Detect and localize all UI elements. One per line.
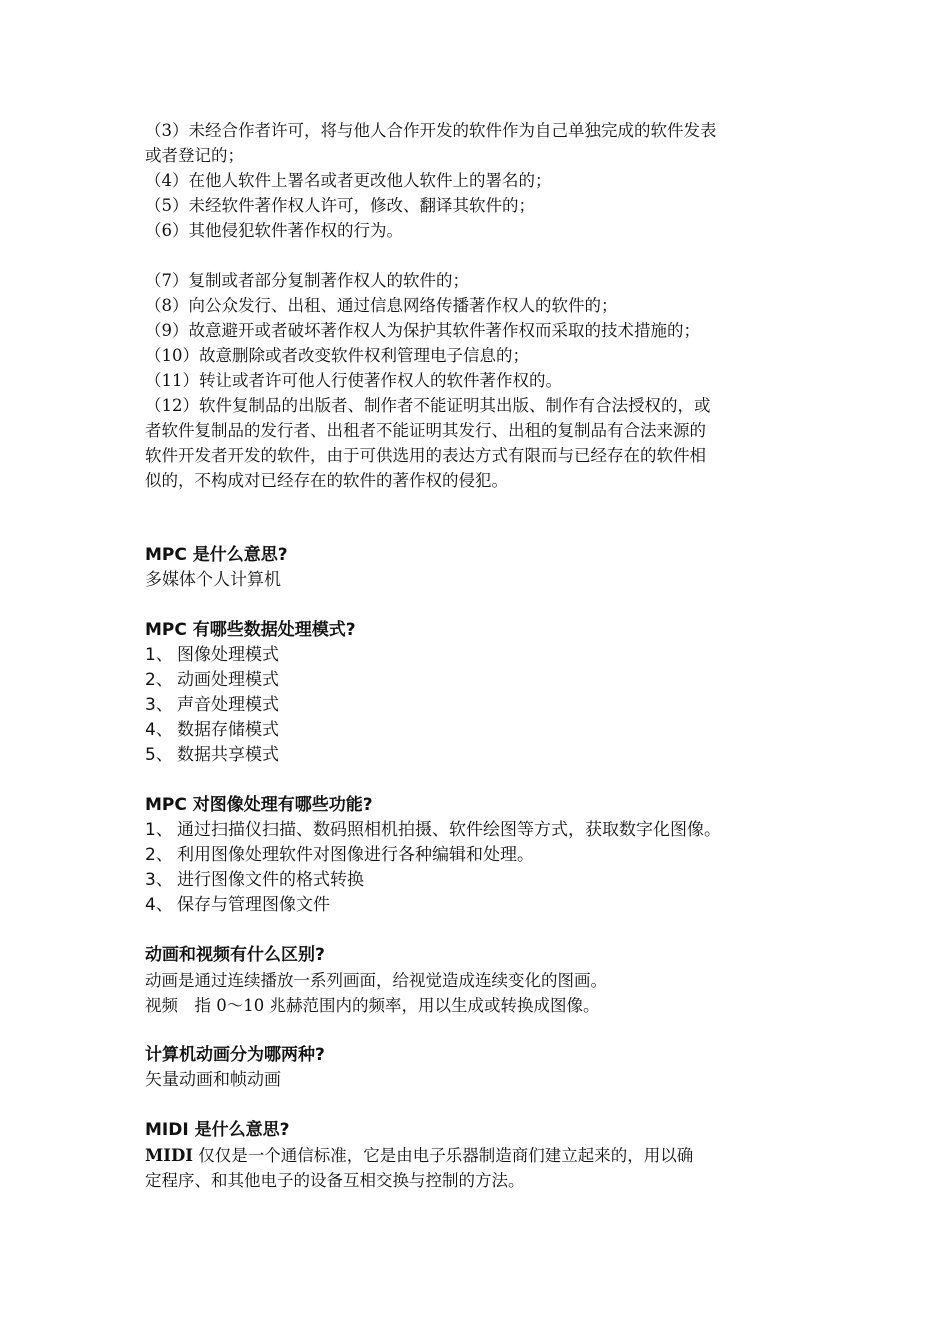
- text-line: （11）转让或者许可他人行使著作权人的软件著作权的。: [145, 371, 562, 390]
- list-item: [145, 693, 810, 718]
- question-heading: MPC 对图像处理有哪些功能?: [145, 795, 373, 815]
- spacer: [145, 493, 810, 543]
- list-item: [145, 843, 810, 868]
- text-line: （8）向公众发行、出租、通过信息网络传播著作权人的软件的；: [145, 296, 618, 315]
- list-item: [145, 893, 810, 918]
- text-line: （12）软件复制品的出版者、制作者不能证明其出版、制作有合法授权的，或: [145, 396, 711, 415]
- text-line: （6）其他侵犯软件著作权的行为。: [145, 221, 403, 240]
- qa-mpc-meaning: [145, 543, 810, 593]
- text-line: （10）故意删除或者改变软件权利管理电子信息的；: [145, 346, 529, 365]
- list-number: 5、: [145, 745, 173, 765]
- list-item: [145, 868, 810, 893]
- text-line: （5）未经软件著作权人许可，修改、翻译其软件的；: [145, 196, 535, 215]
- spacer: [145, 918, 810, 943]
- answer-block: [145, 968, 810, 1018]
- spacer: [145, 593, 810, 618]
- list-item: [145, 718, 810, 743]
- infringement-list-part1: [145, 118, 810, 243]
- text-line: 者软件复制品的发行者、出租者不能证明其发行、出租的复制品有合法来源的: [145, 421, 706, 440]
- question-heading: MPC 是什么意思?: [145, 545, 288, 565]
- qa-mpc-image: [145, 793, 810, 918]
- list-item: [145, 643, 810, 668]
- list-number: 1、: [145, 645, 173, 665]
- answer-line: 视频 指 0～10 兆赫范围内的频率，用以生成或转换成图像。: [145, 996, 600, 1015]
- question-heading: MPC 有哪些数据处理模式?: [145, 620, 356, 640]
- spacer: [145, 1018, 810, 1043]
- text-line: （7）复制或者部分复制著作权人的软件的；: [145, 271, 469, 290]
- answer-text: 多媒体个人计算机: [145, 570, 281, 590]
- list-text: 数据共享模式: [177, 745, 279, 765]
- document-page: [145, 118, 810, 1193]
- list-item: [145, 818, 810, 843]
- list-number: 2、: [145, 845, 173, 865]
- question-heading: 动画和视频有什么区别?: [145, 945, 325, 965]
- list-number: 3、: [145, 870, 173, 890]
- answer-line: 定程序、和其他电子的设备互相交换与控制的方法。: [145, 1171, 525, 1190]
- list-number: 4、: [145, 895, 173, 915]
- question-heading: MIDI 是什么意思?: [145, 1120, 290, 1140]
- numbered-list: [145, 818, 810, 918]
- list-text: 数据存储模式: [177, 720, 279, 740]
- qa-animation-video: [145, 943, 810, 1018]
- infringement-list-part2: [145, 268, 810, 493]
- qa-mpc-modes: [145, 618, 810, 768]
- list-number: 1、: [145, 820, 173, 840]
- list-number: 3、: [145, 695, 173, 715]
- qa-computer-animation: [145, 1043, 810, 1093]
- text-line: 似的，不构成对已经存在的软件的著作权的侵犯。: [145, 471, 508, 490]
- list-text: 保存与管理图像文件: [177, 895, 330, 915]
- text-line: （3）未经合作者许可，将与他人合作开发的软件作为自己单独完成的软件发表: [145, 121, 717, 140]
- numbered-list: [145, 643, 810, 768]
- answer-line: 动画是通过连续播放一系列画面，给视觉造成连续变化的图画。: [145, 971, 607, 990]
- answer-block: [145, 1143, 810, 1193]
- list-number: 4、: [145, 720, 173, 740]
- list-text: 利用图像处理软件对图像进行各种编辑和处理。: [177, 845, 534, 865]
- list-text: 图像处理模式: [177, 645, 279, 665]
- list-item: [145, 743, 810, 768]
- question-heading: 计算机动画分为哪两种?: [145, 1045, 325, 1065]
- spacer: [145, 243, 810, 268]
- answer-text: 矢量动画和帧动画: [145, 1070, 281, 1090]
- answer-text: 仅仅是一个通信标准，它是由电子乐器制造商们建立起来的，用以确: [193, 1146, 694, 1165]
- text-line: （4）在他人软件上署名或者更改他人软件上的署名的；: [145, 171, 552, 190]
- qa-midi: [145, 1118, 810, 1193]
- text-line: 或者登记的；: [145, 146, 244, 165]
- text-line: 软件开发者开发的软件，由于可供选用的表达方式有限而与已经存在的软件相: [145, 446, 706, 465]
- midi-term: MIDI: [145, 1146, 194, 1165]
- list-text: 声音处理模式: [177, 695, 279, 715]
- spacer: [145, 1093, 810, 1118]
- text-line: （9）故意避开或者破坏著作权人为保护其软件著作权而采取的技术措施的；: [145, 321, 700, 340]
- list-number: 2、: [145, 670, 173, 690]
- spacer: [145, 768, 810, 793]
- list-text: 进行图像文件的格式转换: [177, 870, 364, 890]
- list-text: 通过扫描仪扫描、数码照相机拍摄、软件绘图等方式，获取数字化图像。: [177, 820, 721, 840]
- list-text: 动画处理模式: [177, 670, 279, 690]
- answer-line: [145, 1143, 810, 1168]
- list-item: [145, 668, 810, 693]
